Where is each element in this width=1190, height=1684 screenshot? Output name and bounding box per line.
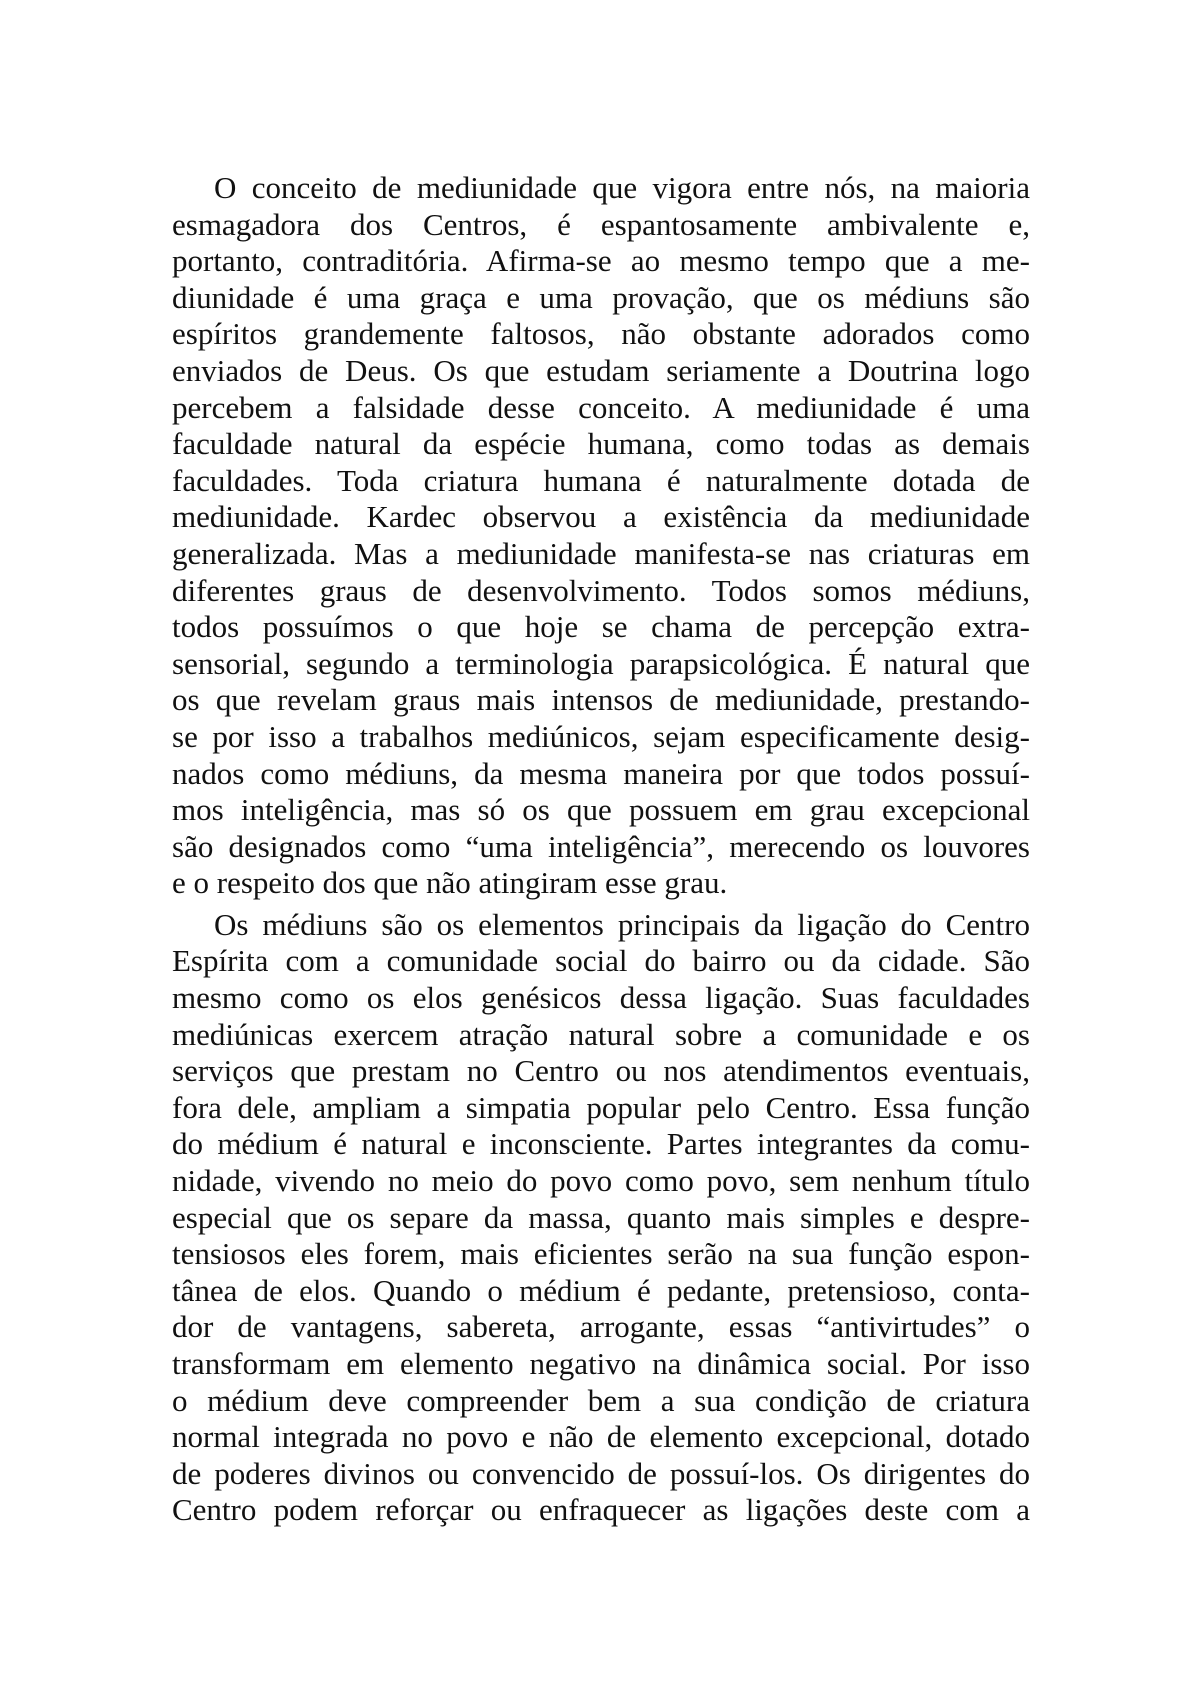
text-line: normal integrada no povo e não de elemento excepcional, dotado <box>172 1419 1030 1455</box>
paragraph-mediunidade-concept <box>172 170 1030 902</box>
text-line: os que revelam graus mais intensos de mediunidade, prestando- <box>172 682 1030 718</box>
text-line: faculdades. Toda criatura humana é naturalmente dotada de <box>172 462 1030 498</box>
text-line: nidade, vivendo no meio do povo como povo, sem nenhum título <box>172 1163 1030 1199</box>
text-line: fora dele, ampliam a simpatia popular pelo Centro. Essa função <box>172 1089 1030 1125</box>
text-line: do médium é natural e inconsciente. Partes integrantes da comu- <box>172 1126 1030 1162</box>
text-line: tânea de elos. Quando o médium é pedante, pretensioso, conta- <box>172 1272 1030 1308</box>
text-line: mesmo como os elos genésicos dessa ligação. Suas faculdades <box>172 980 1030 1016</box>
text-line: nados como médiuns, da mesma maneira por que todos possuí- <box>172 755 1030 791</box>
text-line: serviços que prestam no Centro ou nos atendimentos eventuais, <box>172 1053 1030 1089</box>
text-line: faculdade natural da espécie humana, como todas as demais <box>172 426 1030 462</box>
text-line: Espírita com a comunidade social do bairro ou da cidade. São <box>172 943 1030 979</box>
text-line: de poderes divinos ou convencido de possuí-los. Os dirigentes do <box>172 1455 1030 1491</box>
text-line: espíritos grandemente faltosos, não obstante adorados como <box>172 316 1030 352</box>
text-line: todos possuímos o que hoje se chama de percepção extra- <box>172 609 1030 645</box>
text-line: esmagadora dos Centros, é espantosamente ambivalente e, <box>172 206 1030 242</box>
text-line: diunidade é uma graça e uma provação, que os médiuns são <box>172 279 1030 315</box>
text-line: Os médiuns são os elementos principais da ligação do Centro <box>214 906 1030 942</box>
text-line: percebem a falsidade desse conceito. A mediunidade é uma <box>172 389 1030 425</box>
text-line: sensorial, segundo a terminologia parapsicológica. É natural que <box>172 645 1030 681</box>
text-line: se por isso a trabalhos mediúnicos, sejam especificamente desig- <box>172 718 1030 754</box>
text-line: portanto, contraditória. Afirma-se ao mesmo tempo que a me- <box>172 243 1030 279</box>
text-line: tensiosos eles forem, mais eficientes serão na sua função espon- <box>172 1236 1030 1272</box>
paragraph-mediuns-ligacao <box>172 907 1030 1529</box>
text-line: enviados de Deus. Os que estudam seriamente a Doutrina logo <box>172 352 1030 388</box>
text-line: O conceito de mediunidade que vigora entre nós, na maioria <box>214 170 1030 205</box>
text-line: mediunidade. Kardec observou a existência da mediunidade <box>172 499 1030 535</box>
document-page <box>172 170 1030 1529</box>
text-line: mediúnicas exercem atração natural sobre a comunidade e os <box>172 1016 1030 1052</box>
text-line: são designados como “uma inteligência”, merecendo os louvores <box>172 828 1030 864</box>
text-line: e o respeito dos que não atingiram esse grau. <box>172 865 728 901</box>
text-line: Centro podem reforçar ou enfraquecer as ligações deste com a <box>172 1492 1030 1528</box>
text-line: transformam em elemento negativo na dinâmica social. Por isso <box>172 1346 1030 1381</box>
text-line: mos inteligência, mas só os que possuem em grau excepcional <box>172 792 1030 828</box>
text-line: dor de vantagens, sabereta, arrogante, essas “antivirtudes” o <box>172 1309 1030 1345</box>
text-line: especial que os separe da massa, quanto mais simples e despre- <box>172 1199 1030 1235</box>
text-line: generalizada. Mas a mediunidade manifesta-se nas criaturas em <box>172 535 1030 571</box>
text-line: diferentes graus de desenvolvimento. Todos somos médiuns, <box>172 572 1030 608</box>
text-line: o médium deve compreender bem a sua condição de criatura <box>172 1382 1030 1418</box>
